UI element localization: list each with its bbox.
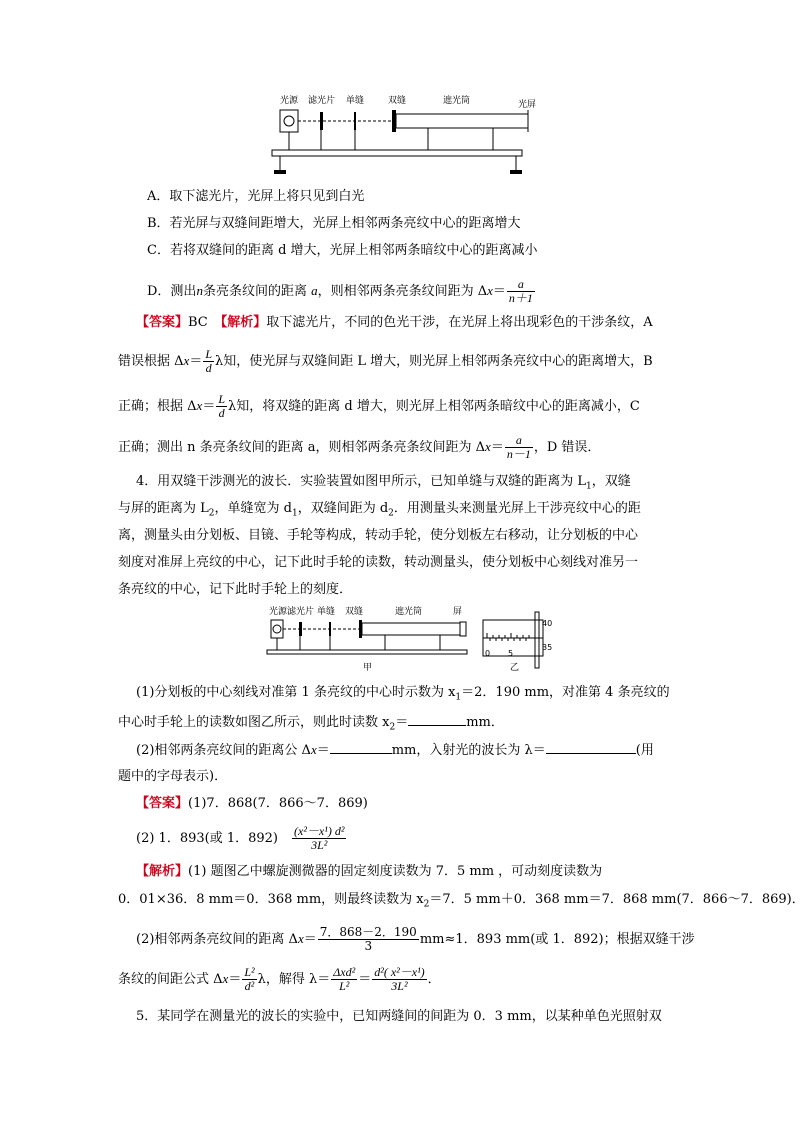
answer-1-line-4: 正确；测出 n 条亮条纹间的距离 a，则相邻两条亮条纹间距为 Δx＝ $\frac{a}{n-1}$ ，D 错误． [118,433,601,461]
label-light-source-2: 光源 [269,607,288,617]
sub1-line-2: 中心时手轮上的读数如图乙所示，则此时读数 $x_2=$ mm． [118,715,504,733]
sub1-line-1: (1)分划板的中心刻线对准第 1 条亮纹的中心时示数为 $x_1=2$．190 mm，对准第 4 条亮纹的 [136,685,670,703]
option-b: B．若光屏与双缝间距增大，光屏上相邻两条亮纹中心的距离增大 [147,216,521,231]
answer-1-line-1: 【答案】BC 【解析】取下滤光片，不同的色光干涉，在光屏上将出现彩色的干涉条纹，A [136,315,653,330]
label-tube-2: 遮光筒 [395,607,423,617]
label-single-slit: 单缝 [346,96,365,106]
label-screen-2: 屏 [453,607,463,617]
q4-line-4: 刻度对准屏上亮纹的中心，记下此时手轮的读数，转动测量头，使分划板中心刻线对准另一 [118,555,639,570]
analysis-2-line-3: (2)相邻两条亮纹间的距离 Δx＝ $\frac{7.868-2.190}{3}$ mm≈1．893 mm(或 1．892)；根据双缝干涉 [136,925,695,953]
label-filter: 滤光片 [308,96,336,106]
scale-0: 0 [485,649,491,658]
q4-line-5: 条亮纹的中心，记下此时手轮上的刻度． [118,582,353,597]
label-double-slit: 双缝 [388,96,407,106]
q4-line-2: 与屏的距离为 $L_2$，单缝宽为 $d_1$，双缝间距为 $d_2$．用测量头来测量光屏上干涉亮纹中心的距 [118,501,641,519]
q4-line-1: 4．用双缝干涉测光的波长．实验装置如图甲所示，已知单缝与双缝的距离为 $L_1$，双缝 [136,474,631,492]
blank-dx[interactable] [330,741,392,754]
label-filter-2: 滤光片 [287,607,315,617]
caption-yi: 乙 [510,663,520,673]
blank-lambda[interactable] [546,741,636,754]
analysis-2-line-2: 0．01×36．8 mm＝0．368 mm，则最终读数为 $x_2=7$．5 mm＋0．368 mm＝7．868 mm(7．866～7．869)． [118,892,805,910]
option-d: D．测出n条亮条纹间的距离 a，则相邻两条亮条纹间距为 Δx＝ $\frac{a}{n+1}$ [147,277,533,305]
analysis-2-line-1: 【解析】(1) 题图乙中螺旋测微器的固定刻度读数为 7．5 mm ，可动刻度读数为 [136,864,603,879]
label-tube: 遮光筒 [443,96,471,106]
blank-x2[interactable] [408,713,466,726]
sub2-line-1: (2)相邻两条亮纹间的距离公 Δx＝ mm，入射光的波长为 λ＝ (用 [136,742,654,758]
label-screen: 光屏 [518,100,537,110]
scale-35: 35 [542,643,553,652]
apparatus-figure-1 [268,92,537,182]
caption-jia: 甲 [363,663,373,673]
answer-2-line-1: 【答案】(1)7．868(7．866～7．869) [136,796,368,811]
label-single-slit-2: 单缝 [317,607,336,617]
apparatus-figure-2 [265,604,565,680]
sub2-line-2: 题中的字母表示)． [118,769,228,784]
analysis-2-line-4: 条纹的间距公式 Δx＝ $\frac{\text{L²}}{\text{d²}}$ λ，解得 λ＝ $\frac{\text{Δxd²}}{\text{L²}}$ ＝ $\frac{\text{d²( x²－x¹)}}{\text{3L²}}$ ． [118,965,441,993]
answer-1-line-2: 错误根据 Δx＝ $\frac{L}{d}$ λ知，使光屏与双缝间距 L 增大，则光屏上相邻两条亮纹中心的距离增大，B [118,347,653,375]
option-a: A．取下滤光片，光屏上将只见到白光 [147,189,365,204]
scale-5: 5 [508,649,514,658]
scale-40: 40 [542,619,553,628]
label-double-slit-2: 双缝 [345,607,364,617]
answer-2-line-2: (2) 1．893(或 1．892) $\frac{\text{(x²－x¹) d²}}{\text{3L²}}$ [136,824,345,852]
option-c: C．若将双缝间的距离 d 增大，光屏上相邻两条暗纹中心的距离减小 [147,243,538,258]
label-light-source: 光源 [280,96,299,106]
q4-line-3: 离，测量头由分划板、目镜、手轮等构成，转动手轮，使分划板左右移动，让分划板的中心 [118,528,639,543]
q5-line-1: 5．某同学在测量光的波长的实验中，已知两缝间的间距为 0．3 mm，以某种单色光照射双 [136,1009,662,1024]
answer-1-line-3: 正确；根据 Δx＝ $\frac{L}{d}$ λ知，将双缝的距离 d 增大，则光屏上相邻两条暗纹中心的距离减小，C [118,392,640,420]
